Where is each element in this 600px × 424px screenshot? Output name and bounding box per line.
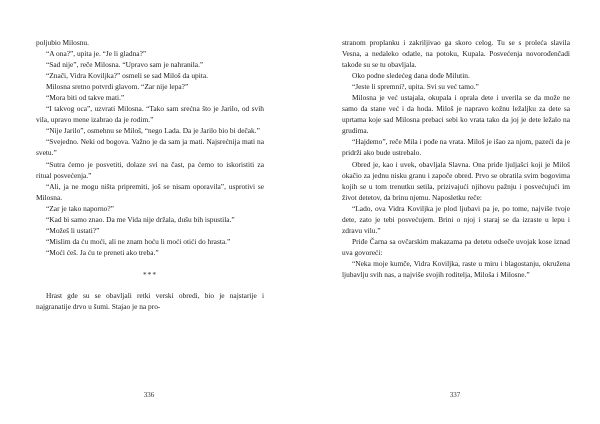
paragraph: poljubio Milosnu.	[36, 38, 89, 47]
paragraph: “I takvog oca”, uzvrati Milosna. “Tako sam srećna što je Jarilo, od svih vila, upravo mene izabrao da je rodim.”	[36, 104, 264, 125]
paragraph: “A ona?”, upita je. “Je li gladna?”	[46, 49, 147, 59]
paragraph: “Možeš li ustati?”	[46, 225, 100, 235]
paragraph: Milosna je već ustajala, okupala i oprala dete i uverila se da može ne samo da stane već i da hoda. Miloš je napravo kožnu ležaljku za dete sa uprtama koje sad Milosna prebaci sebi ko vrata tako da joj je dete ležalo na grudima.	[342, 93, 570, 136]
paragraph: stranom proplanku i zakriljivao ga skoro celog. Tu se s proleća slavila Vesna, a nedaleko odatle, na potoku, Kupala. Posvećenja novorođenčadi takođe su se tu obavljala.	[342, 38, 570, 70]
paragraph: Priđe Čarna sa ovčarskim makazama pa detetu odseče uvojak kose iznad uva govoreći:	[342, 236, 570, 257]
paragraph: “Moći ćeš. Ja ću te preneti ako treba.”	[46, 247, 159, 257]
paragraph: “Kad bi samo znao. Da me Vida nije držala, dušu bih ispustila.”	[46, 214, 235, 224]
paragraph: Hrast gde su se obavljali retki verski obredi, bio je najstarije i najgranatije drvo u šumi. Stajao je na pro-	[36, 290, 264, 312]
right-page	[342, 37, 570, 280]
paragraph: “Zar je tako naporno?”	[46, 203, 114, 213]
paragraph: “Jeste li spremni?, upita. Svi su već tamo.”	[352, 82, 479, 92]
paragraph: “Lado, ova Vidra Koviljka je plod ljubavi pa je, po tome, najviše tvoje dete, zato je tebi posvećujem. Brini o njoj i staraj se da izraste u lepu i zdravu vilu.”	[342, 203, 570, 235]
paragraph: Oko podne sledećeg dana dođe Milutin.	[352, 71, 470, 81]
paragraph: Milosna sretno potvrdi glavom. “Zar nije lepa?”	[46, 82, 189, 92]
paragraph: “Neka moje kumče, Vidra Koviljka, raste u miru i blagostanju, okružena ljubavlju svih nas, a najviše svojih roditelja, Miloša i Milosne.”	[342, 258, 570, 279]
paragraph: “Nije Jarilo”, osmehnu se Miloš, “nego Lada. Da je Jarilo bio bi dečak.”	[46, 126, 260, 136]
paragraph: “Mislim da ću moći, ali ne znam hoću li moći otići do hrasta.”	[46, 236, 231, 246]
paragraph: “Sad nije”, reče Milosna. “Upravo sam je nahranila.”	[46, 60, 204, 70]
paragraph: Obred je, kao i uvek, obavljala Slavna. Ona priđe ljuljašci koji je Miloš okačio za jednu nisku granu i započe obred. Prvo se obratila svim bogovima kojih se u tom trenutku setila, prizivajući njihovu pažnju i posvećujući im život detetov, da brinu njemu. Naposletku reče:	[342, 159, 570, 202]
paragraph: “Sutra ćemo je posvetiti, dolaze svi na čast, pa ćemo to iskoristiti za ritual posvećenja.”	[36, 159, 264, 180]
paragraph: “Hajdemo”, reče Mila i pođe na vrata. Miloš je išao za njom, pazeći da je pridrži ako bude ustrebalo.	[342, 137, 570, 158]
page-number-left: 336	[143, 391, 155, 399]
page-number-right: 337	[449, 391, 461, 399]
section-separator: ***	[142, 269, 158, 279]
paragraph: “Svejedno. Neki od bogova. Važno je da sam ja mati. Najsrećnija mati na svetu.”	[36, 137, 264, 158]
left-page	[36, 37, 264, 312]
paragraph: “Mora biti od takve mati.”	[46, 93, 125, 103]
paragraph: “Ali, ja ne mogu ništa pripremiti, još se nisam oporavila”, usprotivi se Milosna.	[36, 181, 264, 202]
paragraph: “Znači, Vidra Koviljka?” osmeli se sad Miloš da upita.	[46, 71, 208, 81]
